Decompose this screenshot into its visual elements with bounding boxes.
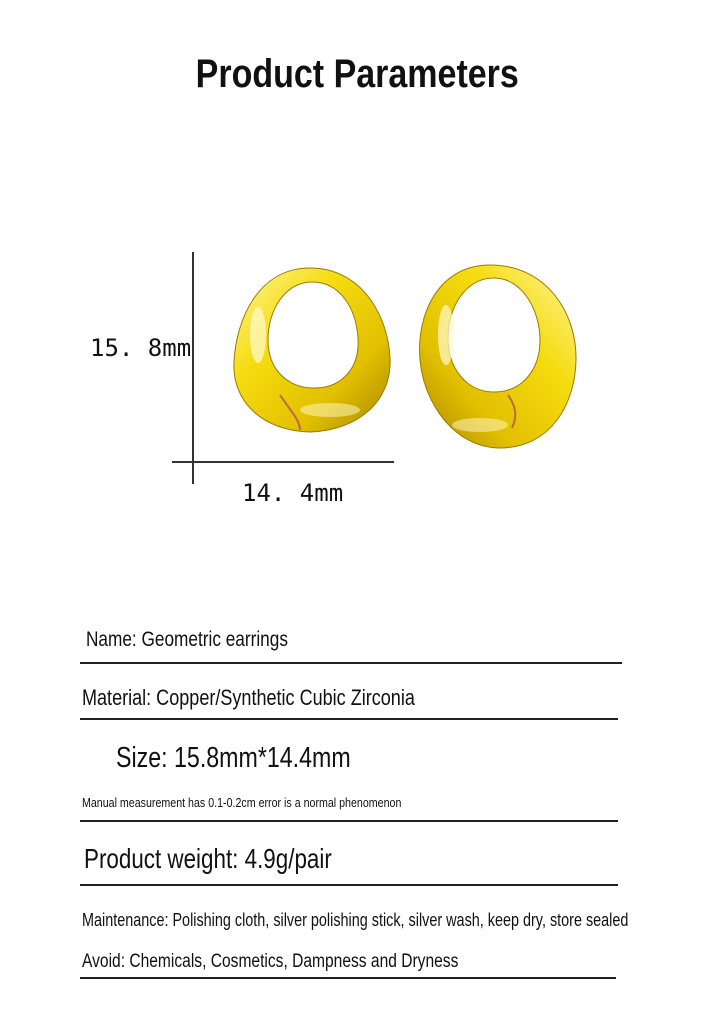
divider — [80, 662, 622, 664]
param-material: Material: Copper/Synthetic Cubic Zirconia — [82, 685, 415, 710]
param-size-note: Manual measurement has 0.1-0.2cm error is a normal phenomenon — [82, 795, 402, 810]
divider — [80, 884, 618, 886]
width-dimension-label: 14. 4mm — [242, 479, 344, 507]
param-size: Size: 15.8mm*14.4mm — [116, 742, 351, 774]
param-weight: Product weight: 4.9g/pair — [84, 843, 332, 874]
param-name: Name: Geometric earrings — [86, 628, 288, 651]
param-avoid: Avoid: Chemicals, Cosmetics, Dampness and Dryness — [82, 951, 459, 972]
page-title: Product Parameters — [195, 52, 519, 96]
height-dimension-label: 15. 8mm — [90, 334, 192, 362]
divider — [80, 718, 618, 720]
param-maintenance: Maintenance: Polishing cloth, silver polishing stick, silver wash, keep dry, store sealed — [82, 910, 629, 930]
earring-right-icon — [420, 265, 576, 448]
earring-left-icon — [234, 268, 390, 432]
divider — [80, 820, 618, 822]
divider — [80, 977, 616, 979]
